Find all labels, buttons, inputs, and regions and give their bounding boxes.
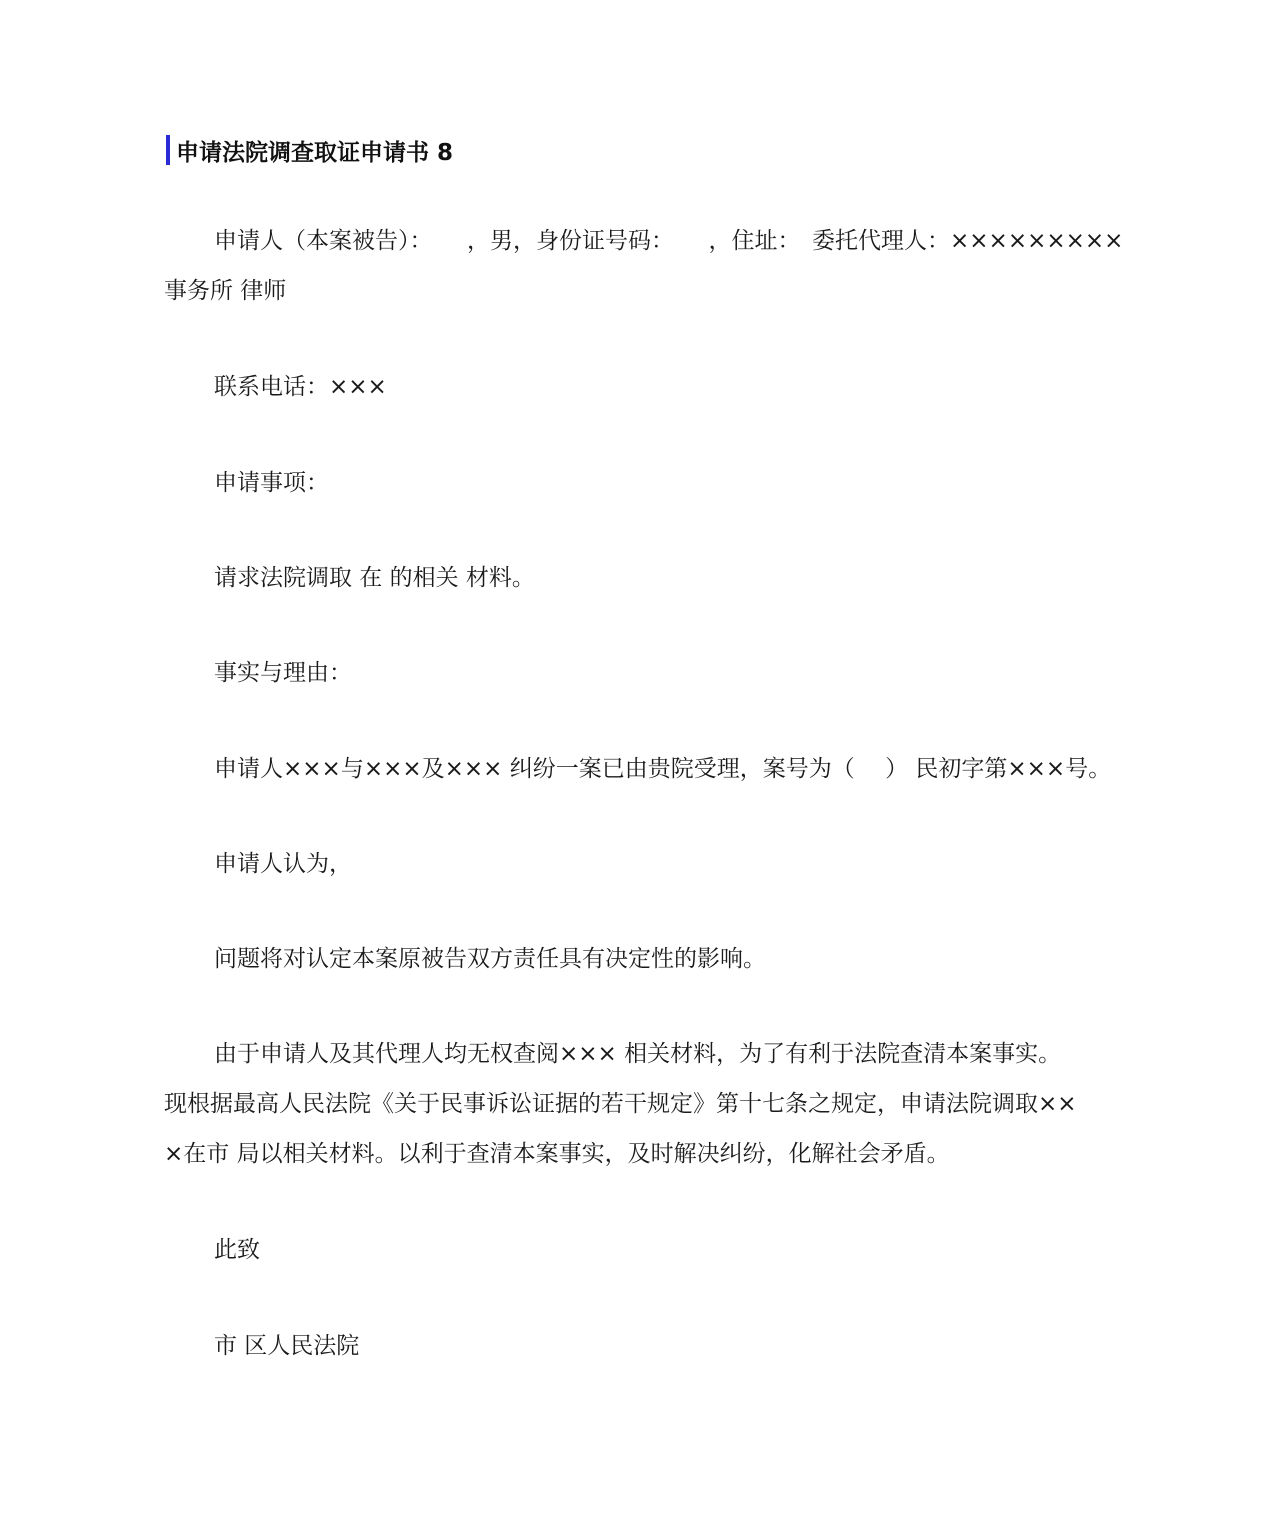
- court-line: 市 区人民法院: [214, 1333, 360, 1359]
- phone-line: 联系电话：×××: [214, 374, 387, 400]
- request-heading: 申请事项：: [214, 470, 329, 496]
- title-accent-bar: [166, 135, 170, 165]
- title-text: 申请法院调查取证申请书 8: [176, 139, 454, 166]
- request-body: 请求法院调取 在 的相关 材料。: [214, 565, 535, 591]
- facts-paragraph-4: [164, 1029, 1124, 1179]
- applicant-line-1: 申请人（本案被告）： ，男，身份证号码： ，住址： 委托代理人：×××××××××: [214, 228, 1124, 254]
- facts-p4-line-2: 现根据最高人民法院《关于民事诉讼证据的若干规定》第十七条之规定，申请法院调取××: [164, 1091, 1077, 1117]
- facts-paragraph-2: 申请人认为，: [214, 851, 352, 877]
- closing-line: 此致: [214, 1237, 260, 1263]
- document-title: [166, 134, 453, 166]
- facts-heading: 事实与理由：: [214, 660, 352, 686]
- facts-paragraph-3: 问题将对认定本案原被告双方责任具有决定性的影响。: [214, 946, 766, 972]
- facts-p4-line-1: 由于申请人及其代理人均无权查阅××× 相关材料，为了有利于法院查清本案事实。: [214, 1041, 1062, 1067]
- applicant-paragraph: [164, 216, 1124, 316]
- facts-p4-line-3: ×在市 局以相关材料。以利于查清本案事实，及时解决纠纷，化解社会矛盾。: [164, 1141, 950, 1167]
- facts-paragraph-1: 申请人×××与×××及××× 纠纷一案已由贵院受理，案号为（ ） 民初字第×××号。: [214, 756, 1112, 782]
- applicant-line-2: 事务所 律师: [164, 278, 287, 304]
